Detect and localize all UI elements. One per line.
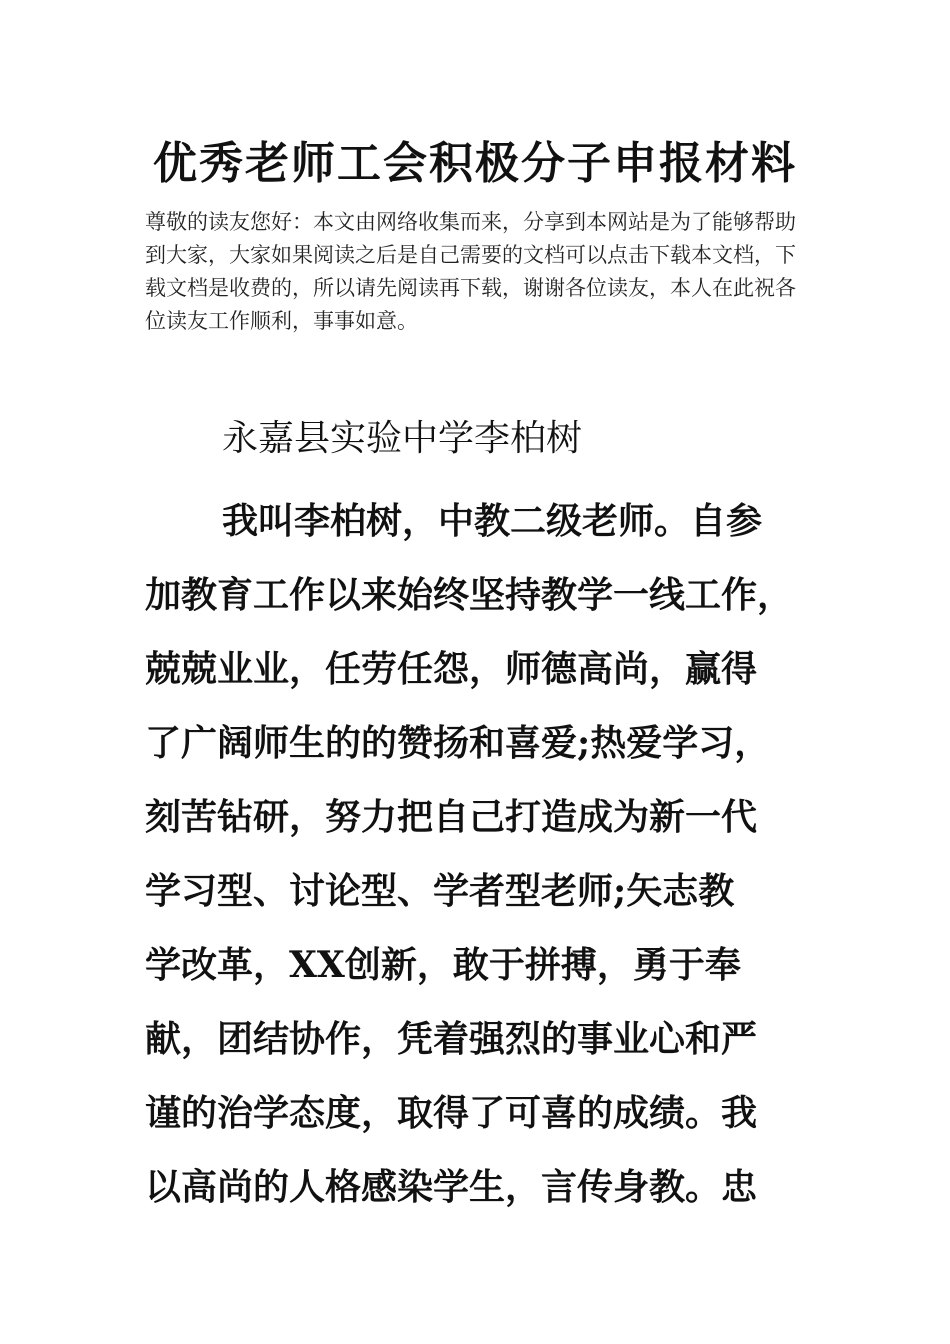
body-line: 我叫李柏树，中教二级老师。自参 xyxy=(222,500,763,542)
body-line: 了广阔师生的的赞扬和喜爱;热爱学习， xyxy=(145,722,771,764)
body-paragraph xyxy=(145,484,835,1224)
body-line: 献，团结协作，凭着强烈的事业心和严 xyxy=(145,1018,758,1060)
reader-notice: 尊敬的读友您好：本文由网络收集而来，分享到本网站是为了能够帮助到大家，大家如果阅读之后是自己需要的文档可以点击下载本文档，下载文档是收费的，所以请先阅读再下载，谢谢各位读友，本人在此祝各位读友工作顺利，事事如意。 xyxy=(145,210,796,333)
body-line: 以高尚的人格感染学生，言传身教。忠 xyxy=(145,1166,758,1208)
document-title: 优秀老师工会积极分子申报材料 xyxy=(153,138,797,189)
body-line: 学改革，XX创新，敢于拼搏，勇于奉 xyxy=(145,944,741,986)
body-line: 谨的治学态度，取得了可喜的成绩。我 xyxy=(145,1092,758,1134)
body-line: 兢兢业业，任劳任怨，师德高尚，赢得 xyxy=(145,648,758,690)
author-byline: 永嘉县实验中学李柏树 xyxy=(222,418,583,459)
body-line: 刻苦钻研，努力把自己打造成为新一代 xyxy=(145,796,758,838)
body-line: 学习型、讨论型、学者型老师;矢志教 xyxy=(145,870,735,912)
body-line: 加教育工作以来始终坚持教学一线工作， xyxy=(145,574,794,616)
